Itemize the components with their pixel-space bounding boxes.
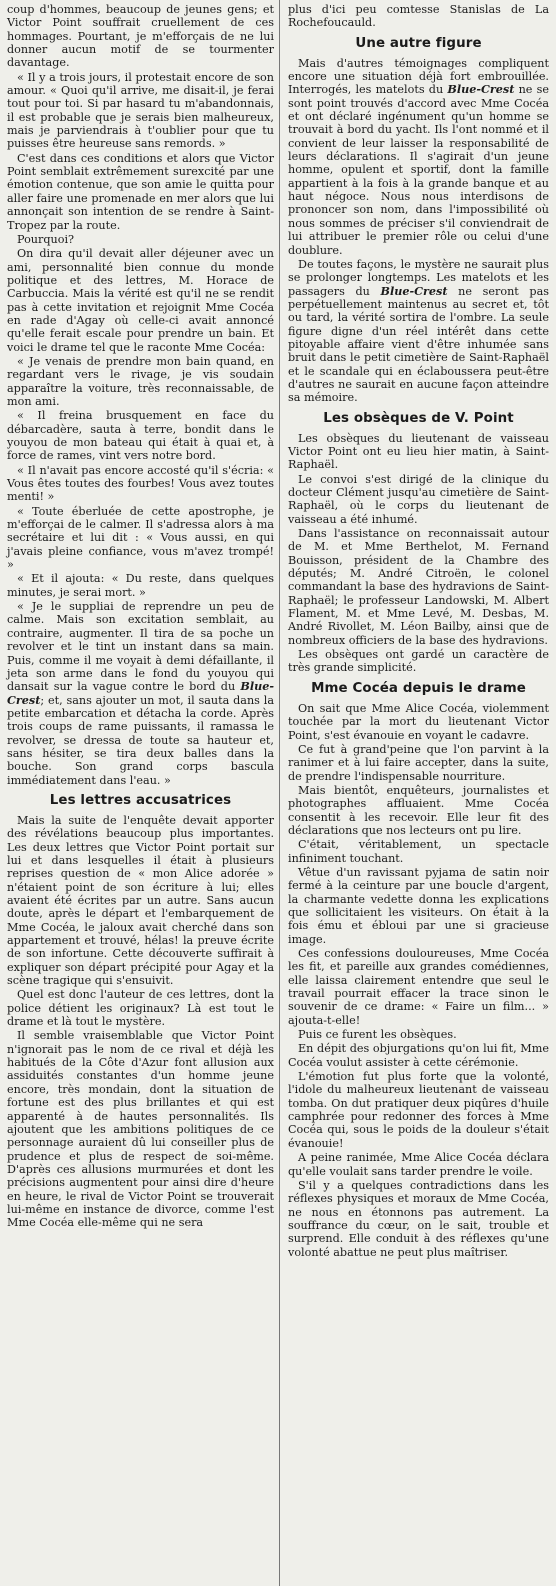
- article-body-left-a: [7, 3, 274, 787]
- article-body-right-b: [288, 57, 549, 405]
- article-paragraph: C'était, véritablement, un spectacle infiniment touchant.: [288, 838, 549, 865]
- article-paragraph: S'il y a quelques contradictions dans les réflexes physiques et moraux de Mme Cocéa, ne nous en étonnons pas autrement. La souffrance du cœur, on le sait, trouble et surprend. Elle conduit à des réflexes qu'une volonté abattue ne peut plus maîtriser.: [288, 1178, 549, 1259]
- article-paragraph: plus d'ici peu comtesse Stanislas de La Rochefoucauld.: [288, 3, 549, 30]
- article-paragraph: Quel est donc l'auteur de ces lettres, dont la police détient les originaux? Là est tout le drame et là tout le mystère.: [7, 988, 274, 1029]
- article-paragraph: Vêtue d'un ravissant pyjama de satin noir fermé à la ceinture par une boucle d'argent, la charmante vedette donna les explications que sollicitaient les visiteurs. On était à la fois ému et ébloui par une si gracieuse image.: [288, 865, 549, 946]
- article-paragraph: On sait que Mme Alice Cocéa, violemment touchée par la mort du lieutenant Victor Point, s'est évanouie en voyant le cadavre.: [288, 701, 549, 742]
- article-paragraph: « Il freina brusquement en face du débarcadère, sauta à terre, bondit dans le youyou de mon bateau qui était à quai et, à force de rames, vint vers notre bord.: [7, 409, 274, 463]
- article-paragraph: « Je le suppliai de reprendre un peu de calme. Mais son excitation semblait, au contraire, augmenter. Il tira de sa poche un revolver et le tint un instant dans sa main. Puis, comme il me voyait à demi défaillante, il jeta son arme dans le fond du youyou qui dansait sur la vague contre le bord du Blue-Crest; et, sans ajouter un mot, il sauta dans la petite embarcation et détacha la corde. Après trois coups de rame puissants, il ramassa le revolver, se dressa de toute sa hauteur et, sans hésiter, se tira deux balles dans la bouche. Son grand corps bascula immédiatement dans l'eau. »: [7, 600, 274, 787]
- article-paragraph: C'est dans ces conditions et alors que Victor Point semblait extrêmement surexcité par une émotion contenue, que son amie le quitta pour aller faire une promenade en mer alors que lui annonçait son intention de se rendre à Saint-Tropez par la route.: [7, 151, 274, 232]
- article-paragraph: « Toute éberluée de cette apostrophe, je m'efforçai de le calmer. Il s'adressa alors à ma secrétaire et lui dit : « Vous aussi, en qui j'avais pleine confiance, vous m'avez trompé! »: [7, 504, 274, 572]
- article-paragraph: Le convoi s'est dirigé de la clinique du docteur Clément jusqu'au cimetière de Saint-Raphaël, où le corps du lieutenant de vaisseau a été inhumé.: [288, 472, 549, 526]
- heading-une-autre-figure: Une autre figure: [355, 35, 482, 51]
- article-paragraph: Mais bientôt, enquêteurs, journalistes et photographes affluaient. Mme Cocéa consentit à les recevoir. Elle leur fit des déclarations que nos lecteurs ont pu lire.: [288, 783, 549, 837]
- article-paragraph: « Et il ajouta: « Du reste, dans quelques minutes, je serai mort. »: [7, 572, 274, 599]
- article-paragraph: On dira qu'il devait aller déjeuner avec un ami, personnalité bien connue du monde politique et des lettres, M. Horace de Carbuccia. Mais la vérité est qu'il ne se rendit pas à cette invitation et rejoignit Mme Cocéa en rade d'Agay où celle-ci avait annoncé qu'elle ferait escale pour prendre un bain. Et voici le drame tel que le raconte Mme Cocéa:: [7, 247, 274, 354]
- article-paragraph: Il semble vraisemblable que Victor Point n'ignorait pas le nom de ce rival et déjà les habitués de la Côte d'Azur font allusion aux assiduités constantes d'un homme jeune encore, très mondain, dont la situation de fortune est des plus brillantes et qui est apparenté à de hautes personnalités. Ils ajoutent que les ambitions politiques de ce personnage auraient dû lui conseiller plus de prudence et plus de respect de soi-même. D'après ces allusions murmurées et dont les précisions augmentent pour ainsi dire d'heure en heure, le rival de Victor Point se trouverait lui-même en instance de divorce, comme l'est Mme Cocéa elle-même qui ne sera: [7, 1029, 274, 1230]
- article-paragraph: Mais la suite de l'enquête devait apporter des révélations beaucoup plus importantes. Les deux lettres que Victor Point portait sur lui et dans lesquelles il était à plusieurs reprises question de « mon Alice adorée » n'étaient point de son écriture à lui; elles avaient été écrites par un autre. Sans aucun doute, après le départ et l'embarquement de Mme Cocéa, le jaloux avait cherché dans son appartement et trouvé, hélas! la preuve écrite de son infortune. Cette découverte suffirait à expliquer son départ précipité pour Agay et la scène tragique qui s'ensuivit.: [7, 813, 274, 988]
- article-paragraph: Ces confessions douloureuses, Mme Cocéa les fit, et pareille aux grandes comédiennes, elle laissa clairement entendre que seul le travail pourrait effacer la trace sinon le souvenir de ce drame: « Faire un film... » ajouta-t-elle!: [288, 947, 549, 1027]
- right-column: [283, 3, 552, 1583]
- heading-lettres-accusatrices: Les lettres accusatrices: [49, 792, 232, 808]
- article-body-right-c: [288, 432, 549, 675]
- article-paragraph: « Il n'avait pas encore accosté qu'il s'écria: « Vous êtes toutes des fourbes! Vous avez toutes menti! »: [7, 463, 274, 504]
- column-divider: [279, 0, 280, 1586]
- article-paragraph: Ce fut à grand'peine que l'on parvint à la ranimer et à lui faire accepter, dans la suite, de prendre l'indispensable nourriture.: [288, 742, 549, 783]
- article-paragraph: A peine ranimée, Mme Alice Cocéa déclara qu'elle voulait sans tarder prendre le voile.: [288, 1151, 549, 1178]
- article-paragraph: « Il y a trois jours, il protestait encore de son amour. « Quoi qu'il arrive, me disait-il, je ferai tout pour toi. Si par hasard tu m'abandonnais, il est probable que je serais bien malheureux, mais je parviendrais à t'oublier pour que tu puisses être heureuse sans remords. »: [7, 70, 274, 151]
- article-paragraph: En dépit des objurgations qu'on lui fit, Mme Cocéa voulut assister à cette cérémonie.: [288, 1042, 549, 1069]
- article-paragraph: L'émotion fut plus forte que la volonté, l'idole du malheureux lieutenant de vaisseau tomba. On dut pratiquer deux piqûres d'huile camphrée pour redonner des forces à Mme Cocéa qui, sous le poids de la douleur s'était évanouie!: [288, 1070, 549, 1150]
- article-paragraph: Dans l'assistance on reconnaissait autour de M. et Mme Berthelot, M. Fernand Bouisson, président de la Chambre des députés; M. André Citroën, le colonel commandant la base des hydravions de Saint-Raphaël; le professeur Landowski, M. Albert Flament, M. et Mme Levé, M. Desbas, M. André Rivollet, M. Léon Bailby, ainsi que de nombreux officiers de la base des hydravions.: [288, 527, 549, 647]
- article-paragraph: Mais d'autres témoignages compliquent encore une situation déjà fort embrouillée. Interrogés, les matelots du Blue-Crest ne se sont point trouvés d'accord avec Mme Cocéa et ont déclaré ingénument qu'un homme se trouvait à bord du yacht. Ils l'ont nommé et il convient de leur laisser la responsabilité de leurs déclarations. Il s'agirait d'un jeune homme, opulent et sportif, dont la famille appartient à la fois à la grande banque et au haut négoce. Nous nous interdisons de prononcer son nom, dans l'impossibilité où nous sommes de préciser s'il conviendrait de lui attribuer le premier rôle ou celui d'une doublure.: [288, 56, 549, 257]
- article-paragraph: coup d'hommes, beaucoup de jeunes gens; et Victor Point souffrait cruellement de ces hommages. Pourtant, je m'efforçais de ne lui donner aucun motif de se tourmenter davantage.: [7, 3, 274, 70]
- heading-obseques: Les obsèques de V. Point: [323, 410, 514, 426]
- article-paragraph: Les obsèques ont gardé un caractère de très grande simplicité.: [288, 648, 549, 675]
- heading-cocea-depuis-drame: Mme Cocéa depuis le drame: [311, 680, 526, 696]
- left-column: [3, 3, 277, 1583]
- article-paragraph: De toutes façons, le mystère ne saurait plus se prolonger longtemps. Les matelots et les passagers du Blue-Crest ne seront pas perpétuellement maintenus au secret et, tôt ou tard, la vérité sortira de l'ombre. La seule figure digne d'un réel intérêt dans cette pitoyable affaire vient d'être inhumée sans bruit dans le petit cimetière de Saint-Raphaël et le scandale qui en éclaboussera peut-être d'autres ne saurait en aucune façon atteindre sa mémoire.: [288, 257, 549, 405]
- article-paragraph: Puis ce furent les obsèques.: [298, 1028, 457, 1042]
- article-body-right-d: [288, 702, 549, 1259]
- article-body-left-b: [7, 814, 274, 1230]
- article-paragraph: Les obsèques du lieutenant de vaisseau Victor Point ont eu lieu hier matin, à Saint-Raphaël.: [288, 431, 549, 472]
- article-paragraph: Pourquoi?: [17, 232, 75, 246]
- article-paragraph: « Je venais de prendre mon bain quand, en regardant vers le rivage, je vis soudain apparaître la voiture, très reconnaissable, de mon ami.: [7, 354, 274, 408]
- article-body-right-a: [288, 3, 549, 30]
